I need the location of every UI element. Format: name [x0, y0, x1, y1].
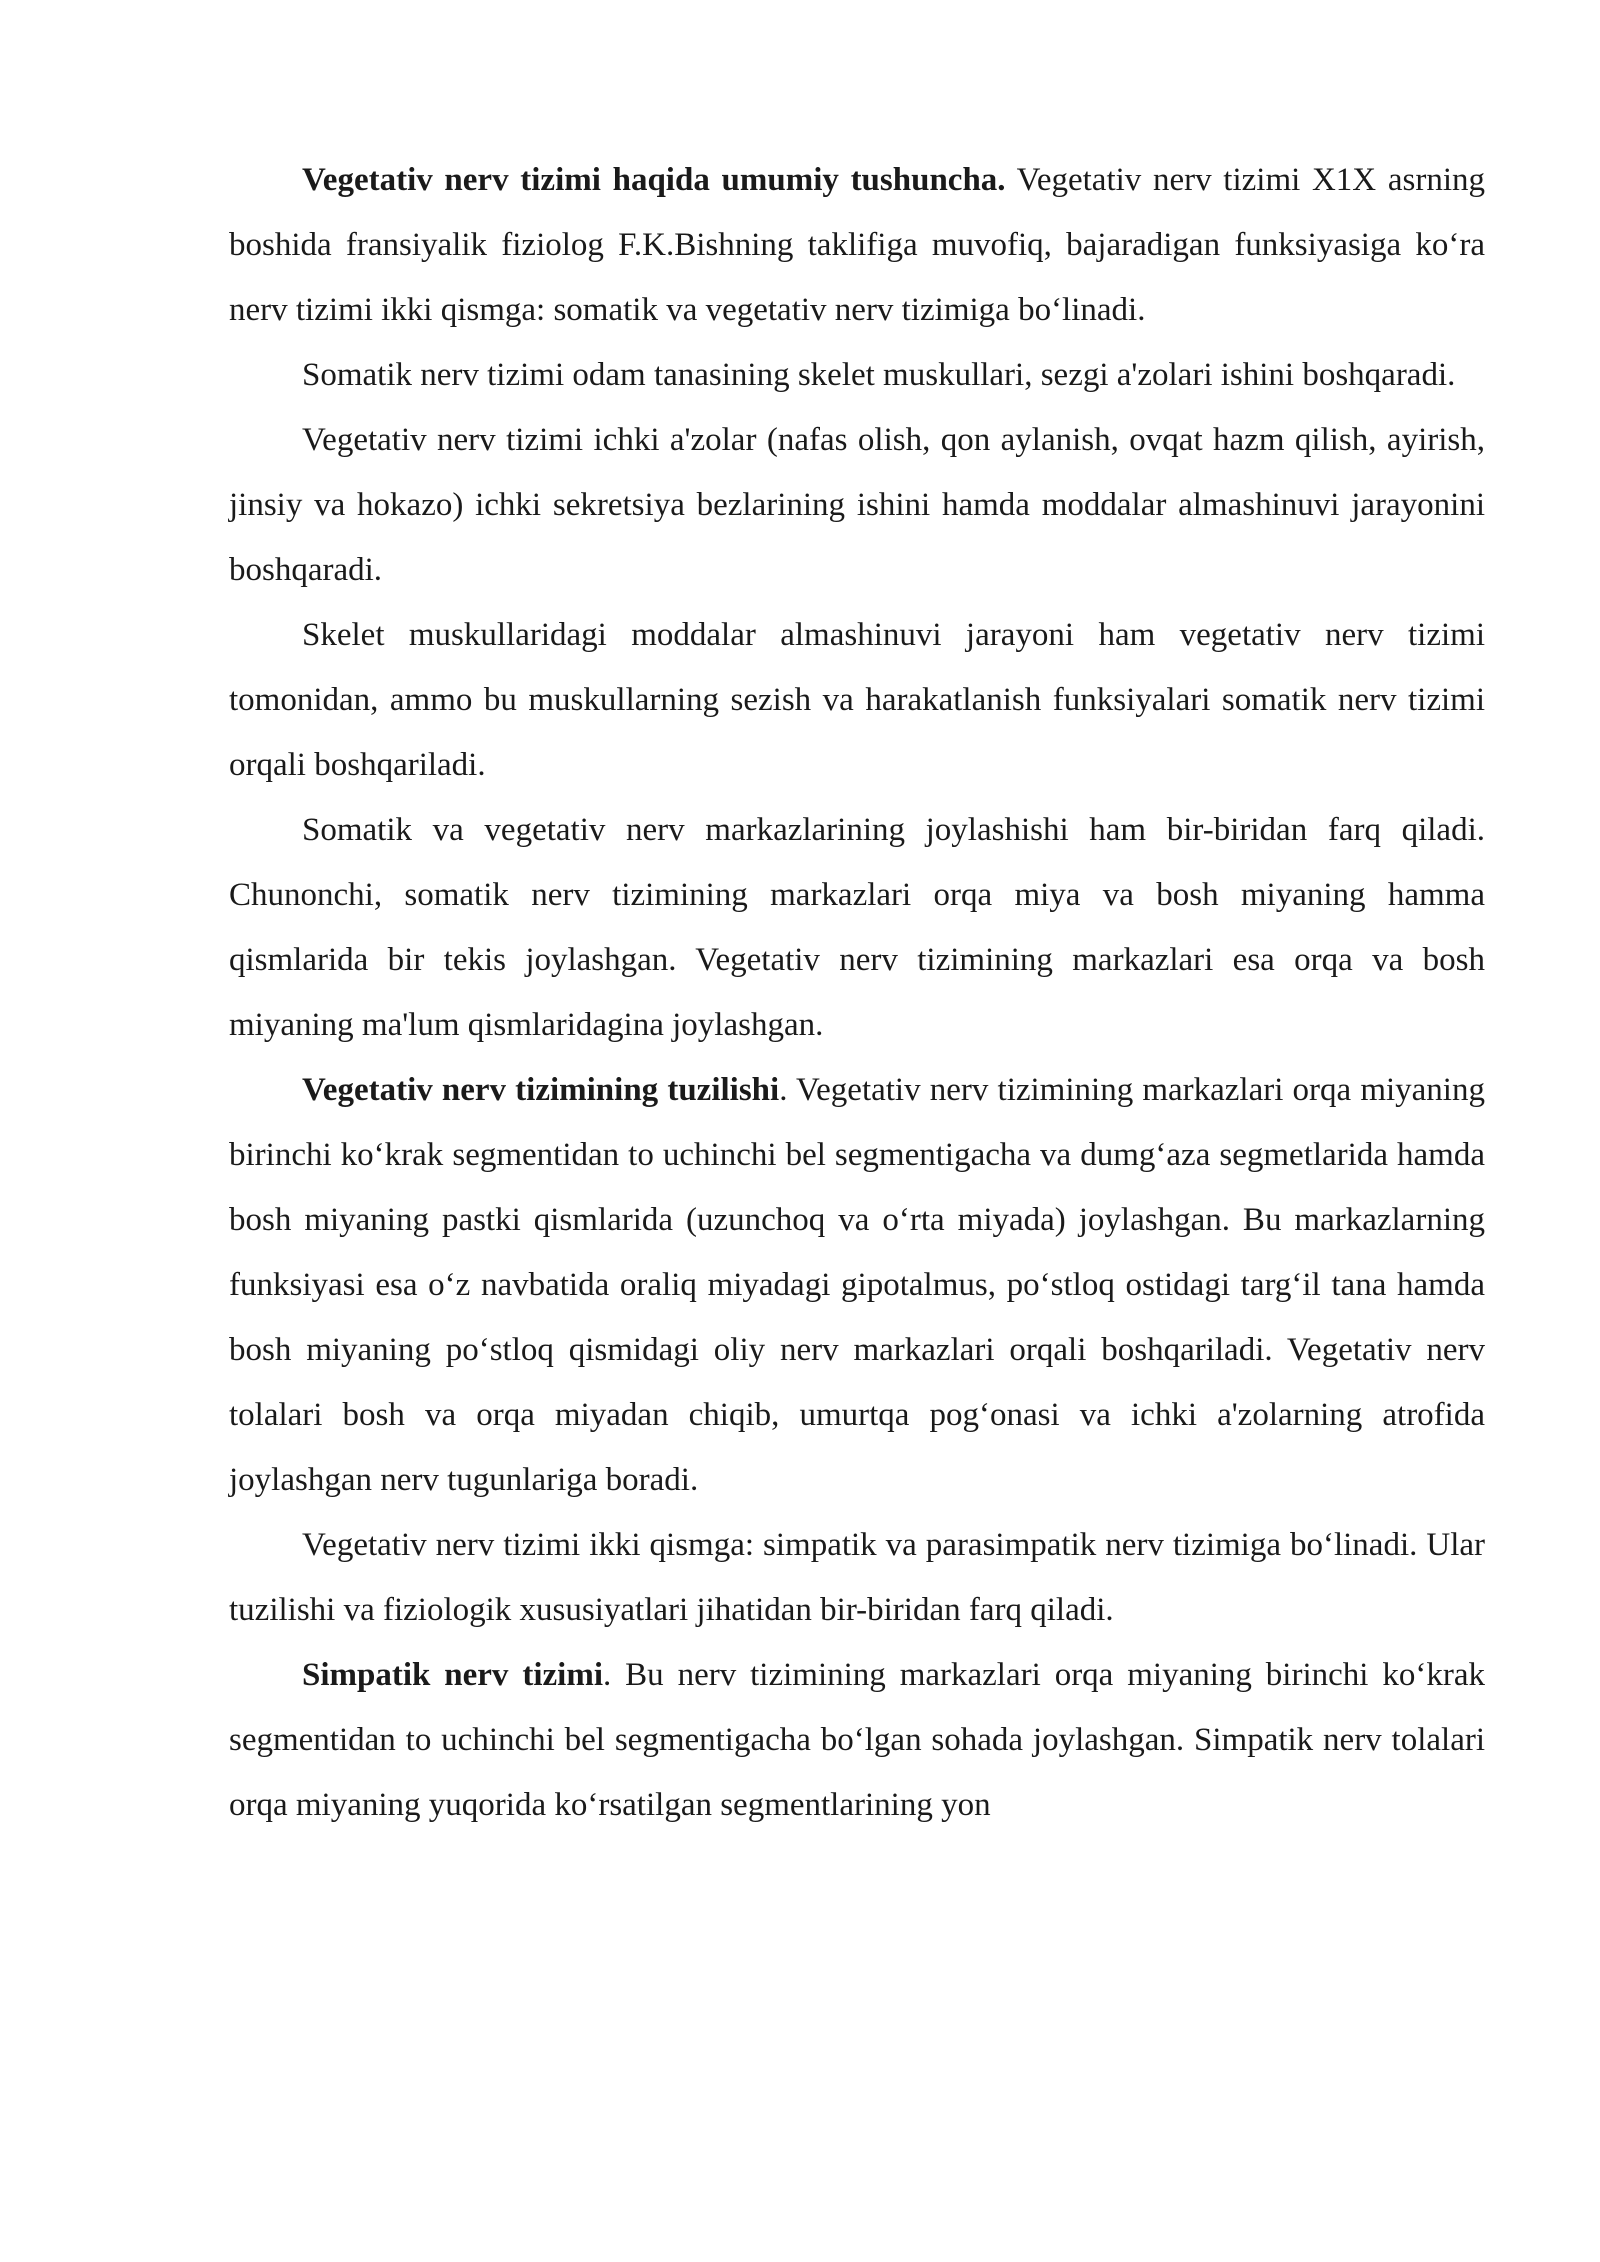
paragraph-1: [229, 148, 1485, 343]
section-heading: Vegetativ nerv tizimi haqida umumiy tushuncha.: [302, 162, 1006, 198]
section-heading: Simpatik nerv tizimi: [302, 1657, 603, 1693]
paragraph-text: Somatik va vegetativ nerv markazlarining joylashishi ham bir-biridan farq qiladi. Chunonchi, somatik nerv tizimining markazlari orqa miya va bosh miyaning hamma qismlarida bir tekis joylashgan. Vegetativ nerv tizimining markazlari esa orqa va bosh miyaning ma'lum qismlaridagina joylashgan.: [229, 812, 1485, 1043]
paragraph-text: Vegetativ nerv tizimi ikki qismga: simpatik va parasimpatik nerv tizimiga bo‘linadi. Ular tuzilishi va fiziologik xususiyatlari jihatidan bir-biridan farq qiladi.: [229, 1527, 1485, 1628]
paragraph-2: [229, 343, 1485, 408]
paragraph-text: Skelet muskullaridagi moddalar almashinuvi jarayoni ham vegetativ nerv tizimi tomonidan, ammo bu muskullarning sezish va harakatlanish funksiyalari somatik nerv tizimi orqali boshqariladi.: [229, 617, 1485, 783]
document-page: [229, 148, 1485, 1838]
section-heading: Vegetativ nerv tizimining tuzilishi: [302, 1072, 780, 1108]
paragraph-text: . Bu nerv tizimining markazlari orqa miyaning birinchi ko‘krak segmentidan to uchinchi bel segmentigacha bo‘lgan sohada joylashgan. Simpatik nerv tolalari orqa miyaning yuqorida ko‘rsatilgan segmentlarining yon: [229, 1657, 1485, 1823]
paragraph-6: [229, 1058, 1485, 1513]
paragraph-text: Vegetativ nerv tizimi X1X asrning boshida fransiyalik fiziolog F.K.Bishning taklifiga muvofiq, bajaradigan funksiyasiga ko‘ra nerv tizimi ikki qismga: somatik va vegetativ nerv tizimiga bo‘linadi.: [229, 162, 1485, 328]
paragraph-8: [229, 1643, 1485, 1838]
paragraph-4: [229, 603, 1485, 798]
paragraph-5: [229, 798, 1485, 1058]
paragraph-text: Vegetativ nerv tizimi ichki a'zolar (nafas olish, qon aylanish, ovqat hazm qilish, ayirish, jinsiy va hokazo) ichki sekretsiya bezlarining ishini hamda moddalar almashinuvi jarayonini boshqaradi.: [229, 422, 1485, 588]
paragraph-7: [229, 1513, 1485, 1643]
paragraph-text: Somatik nerv tizimi odam tanasining skelet muskullari, sezgi a'zolari ishini boshqaradi.: [302, 357, 1456, 393]
paragraph-text: . Vegetativ nerv tizimining markazlari orqa miyaning birinchi ko‘krak segmentidan to uchinchi bel segmentigacha va dumg‘aza segmetlarida hamda bosh miyaning pastki qismlarida (uzunchoq va o‘rta miyada) joylashgan. Bu markazlarning funksiyasi esa o‘z navbatida oraliq miyadagi gipotalmus, po‘stloq ostidagi targ‘il tana hamda bosh miyaning po‘stloq qismidagi oliy nerv markazlari orqali boshqariladi. Vegetativ nerv tolalari bosh va orqa miyadan chiqib, umurtqa pog‘onasi va ichki a'zolarning atrofida joylashgan nerv tugunlariga boradi.: [229, 1072, 1485, 1498]
paragraph-3: [229, 408, 1485, 603]
